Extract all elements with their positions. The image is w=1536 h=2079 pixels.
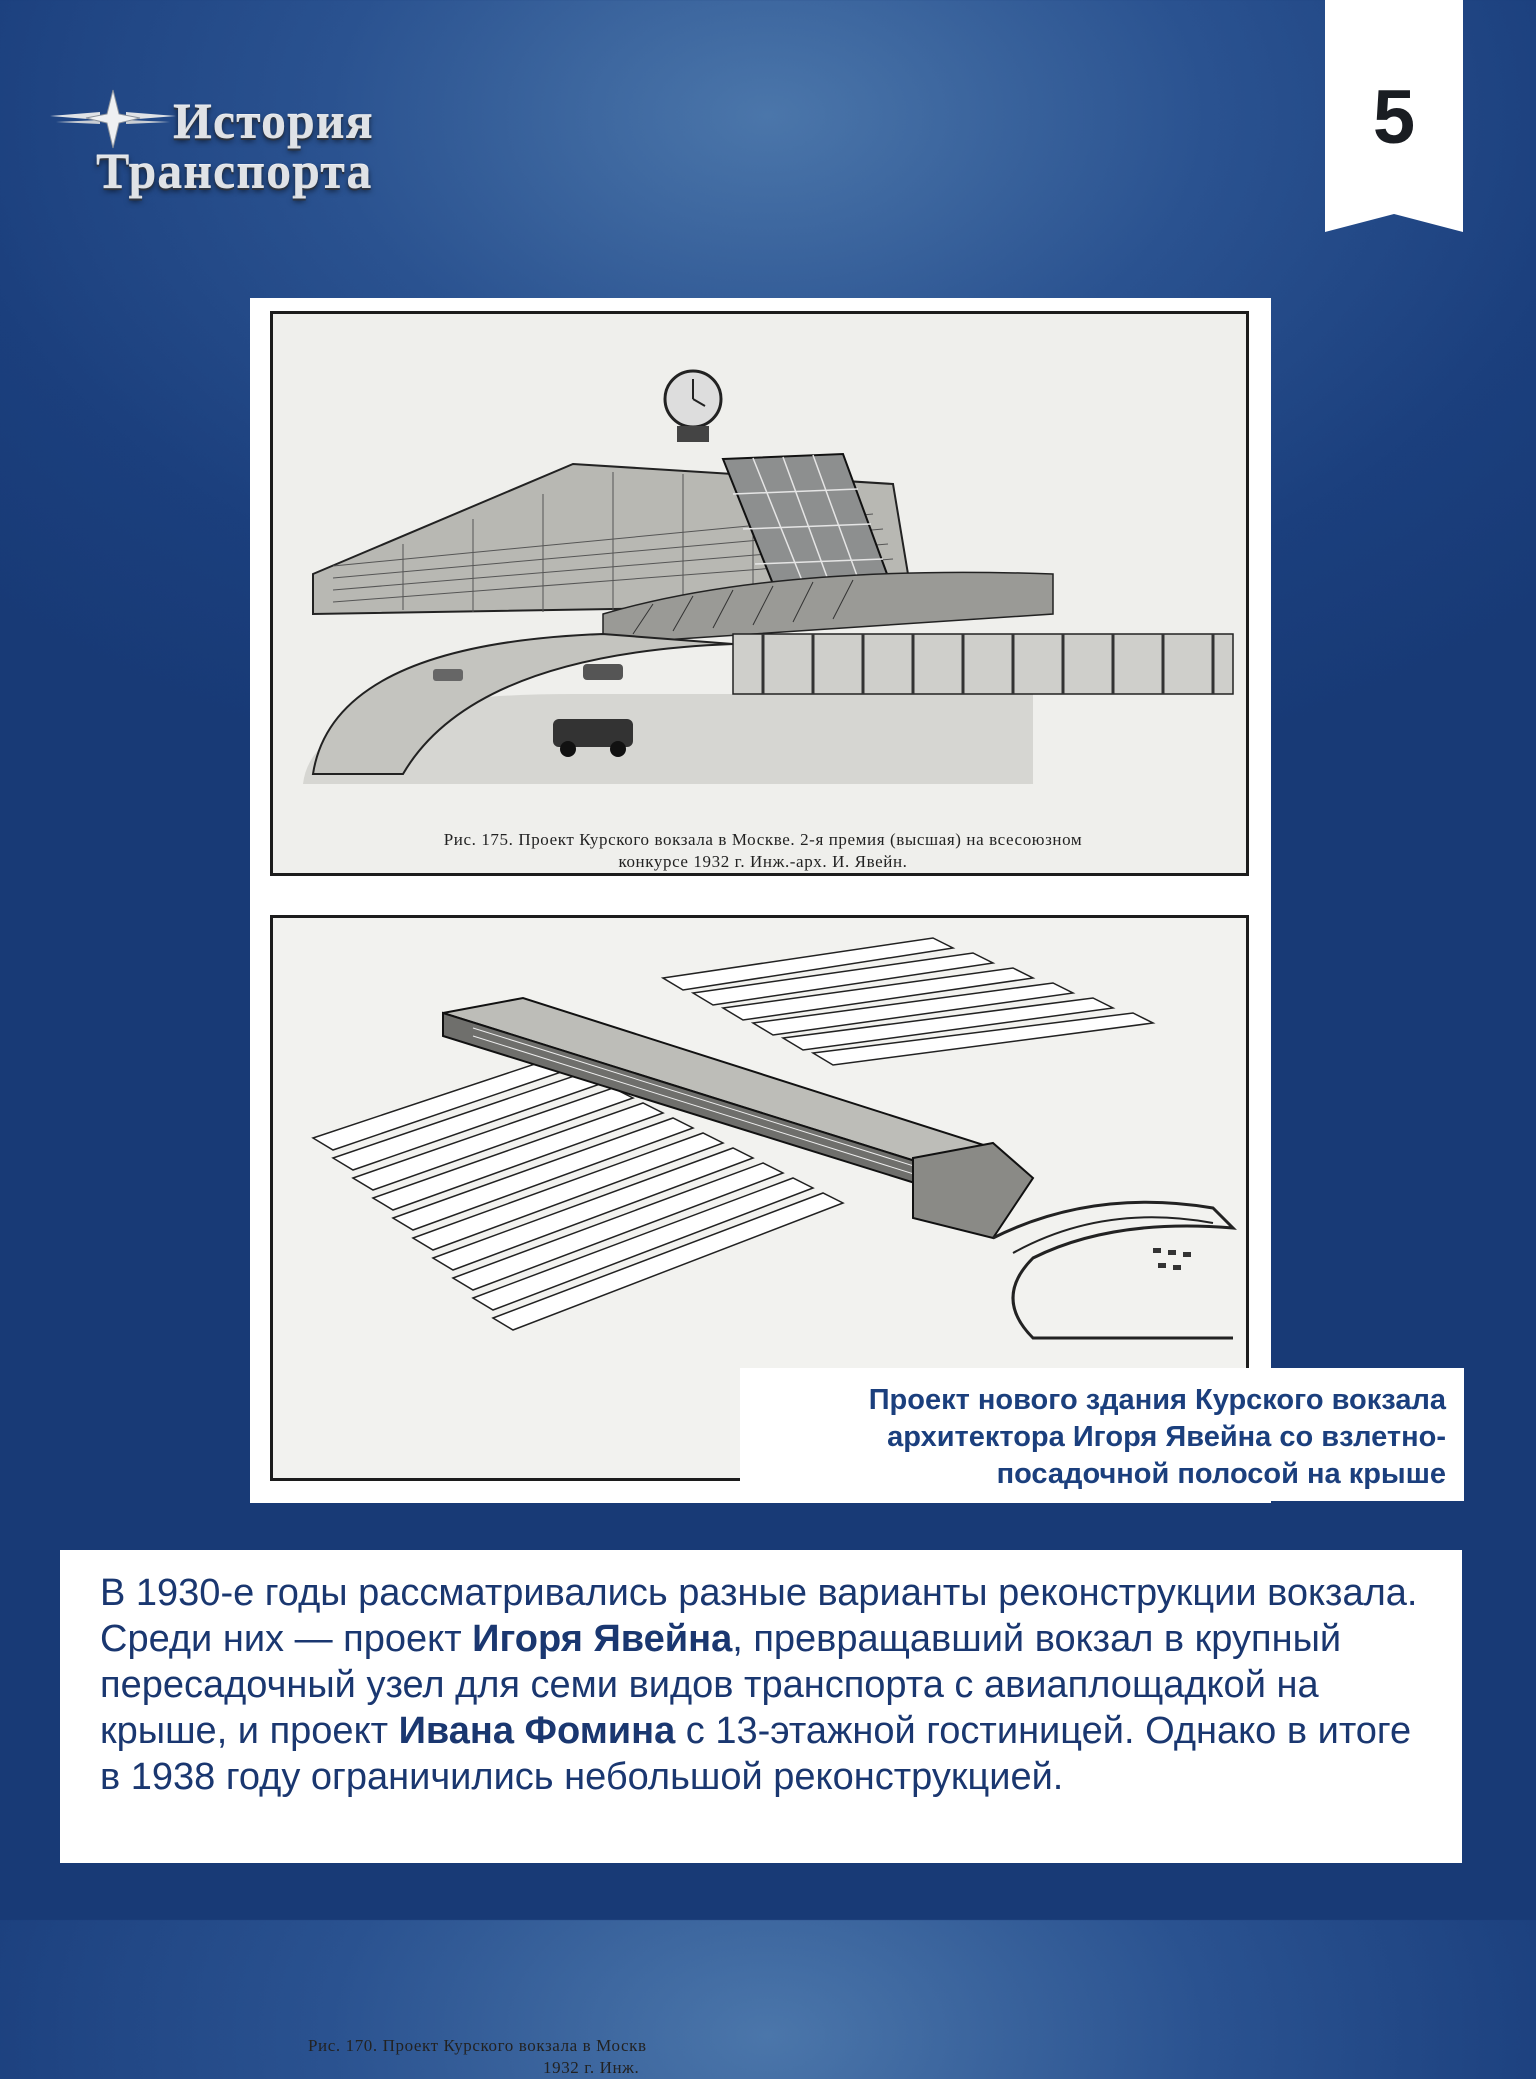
body-text-part2: , превращавший вокзал в крупный пересадочный узел для семи видов транспорта с авиаплощадкой на крыше, и проект [100,1618,1342,1752]
brand-logo [48,88,448,198]
winged-star-icon [48,90,178,150]
page-number: 5 [1372,75,1416,160]
figure-170-caption-line1: Рис. 170. Проект Курского вокзала в Москв [308,2036,647,2055]
logo-title-line2: Транспорта [96,143,373,199]
figure-caption-line2: архитектора Игоря Явейна со взлетно- [887,1421,1446,1453]
page-number-ribbon [1325,0,1463,232]
body-text-name-yaveyn: Игоря Явейна [472,1618,733,1660]
figure-caption-line1: Проект нового здания Курского вокзала [868,1384,1446,1416]
body-text-part1: В 1930-е годы рассматривались разные варианты реконструкции вокзала. Среди них — проект [100,1572,1418,1660]
figure-caption-line3: посадочной полосой на крыше [996,1458,1446,1490]
body-text-name-fomin: Ивана Фомина [398,1710,676,1752]
figure-175-caption-line2: конкурсе 1932 г. Инж.-арх. И. Явейн. [618,852,908,871]
figure-170-caption-line2: 1932 г. Инж. [543,2058,640,2077]
body-text-part3: с 13-этажной гостиницей. Однако в итоге в 1938 году ограничились небольшой реконструкцией. [100,1710,1412,1798]
body-text [60,1550,1462,1863]
station-perspective-drawing [270,311,1249,876]
figure-caption [740,1368,1464,1501]
figure-175-caption-line1: Рис. 175. Проект Курского вокзала в Москве. 2-я премия (высшая) на всесоюзном [443,830,1083,849]
logo-title-line1: История [173,93,374,149]
